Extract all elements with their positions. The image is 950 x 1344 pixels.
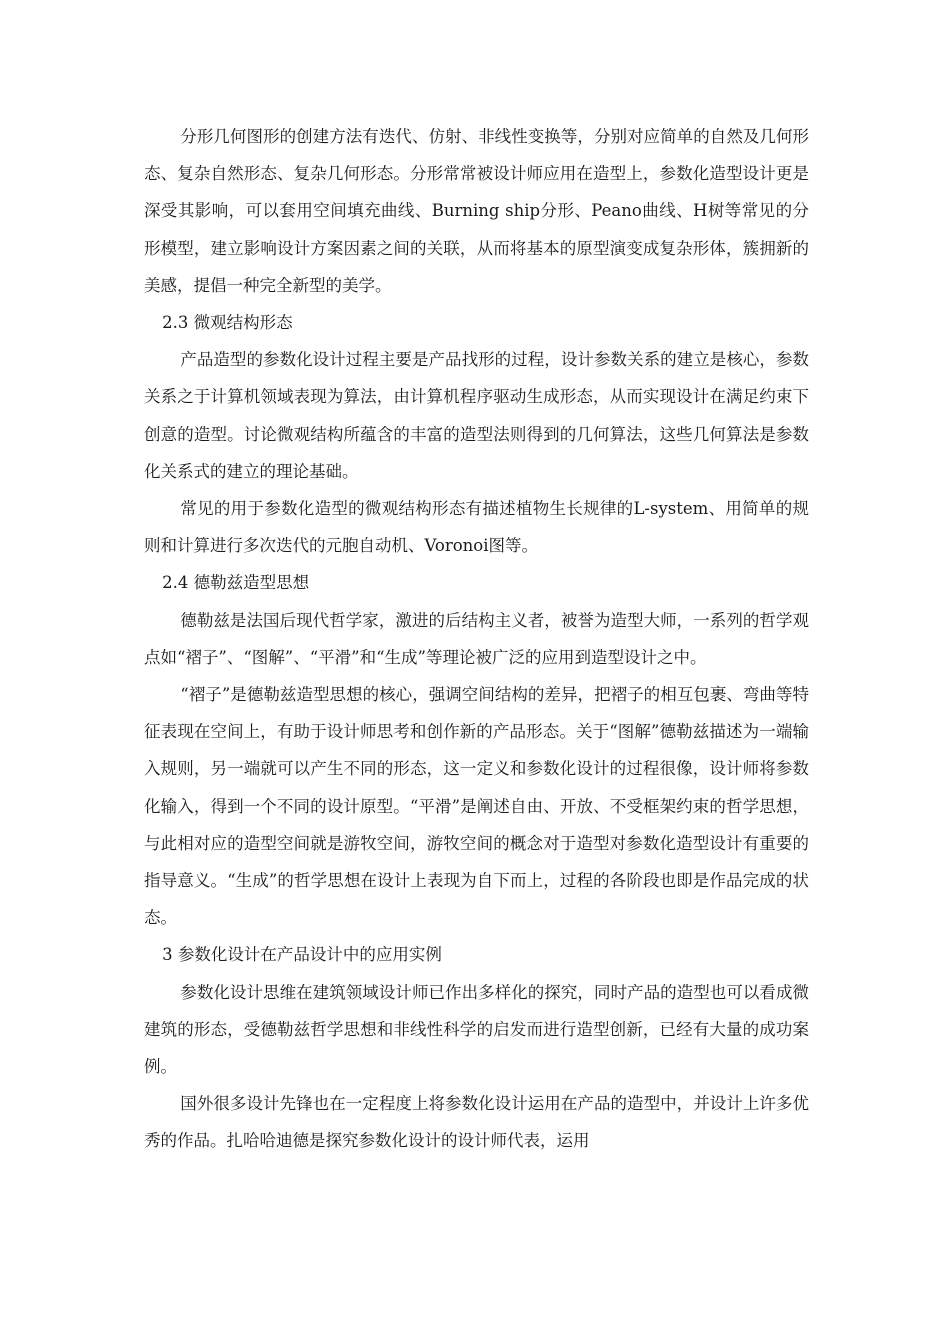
paragraph-microstructure-forms: 常见的用于参数化造型的微观结构形态有描述植物生长规律的L-system、用简单的规则和计算进行多次迭代的元胞自动机、Voronoi图等。 [144,499,809,556]
paragraph-deleuze-intro: 德勒兹是法国后现代哲学家，激进的后结构主义者，被誉为造型大师，一系列的哲学观点如“褶子”、“图解”、“平滑”和“生成”等理论被广泛的应用到造型设计之中。 [144,610,809,667]
paragraph-architecture-exploration: 参数化设计思维在建筑领域设计师已作出多样化的探究，同时产品的造型也可以看成微建筑的形态，受德勒兹哲学思想和非线性科学的启发而进行造型创新，已经有大量的成功案例。 [144,982,809,1077]
document-body [144,118,809,1160]
section-heading-3: 3 参数化设计在产品设计中的应用实例 [162,945,442,965]
paragraph-foreign-designers: 国外很多设计先锋也在一定程度上将参数化设计运用在产品的造型中，并设计上许多优秀的作品。扎哈哈迪德是探究参数化设计的设计师代表，运用 [144,1094,809,1151]
paragraph-fractal-methods: 分形几何图形的创建方法有迭代、仿射、非线性变换等，分别对应简单的自然及几何形态、复杂自然形态、复杂几何形态。分形常常被设计师应用在造型上，参数化造型设计更是深受其影响，可以套用空间填充曲线、Burning ship分形、Peano曲线、H树等常见的分形模型，建立影响设计方案因素之间的关联，从而将基本的原型演变成复杂形体，簇拥新的美感，提倡一种完全新型的美学。 [144,127,809,295]
paragraph-deleuze-concepts: “褶子”是德勒兹造型思想的核心，强调空间结构的差异，把褶子的相互包裹、弯曲等特征表现在空间上，有助于设计师思考和创作新的产品形态。关于“图解”德勒兹描述为一端输入规则，另一端就可以产生不同的形态，这一定义和参数化设计的过程很像，设计师将参数化输入，得到一个不同的设计原型。“平滑”是阐述自由、开放、不受框架约束的哲学思想，与此相对应的造型空间就是游牧空间，游牧空间的概念对于造型对参数化造型设计有重要的指导意义。“生成”的哲学思想在设计上表现为自下而上，过程的各阶段也即是作品完成的状态。 [144,685,809,928]
section-heading-2-3: 2.3 微观结构形态 [162,313,293,333]
paragraph-parametric-process: 产品造型的参数化设计过程主要是产品找形的过程，设计参数关系的建立是核心，参数关系之于计算机领域表现为算法，由计算机程序驱动生成形态，从而实现设计在满足约束下创意的造型。讨论微观结构所蕴含的丰富的造型法则得到的几何算法，这些几何算法是参数化关系式的建立的理论基础。 [144,350,809,481]
section-heading-2-4: 2.4 德勒兹造型思想 [162,573,310,593]
